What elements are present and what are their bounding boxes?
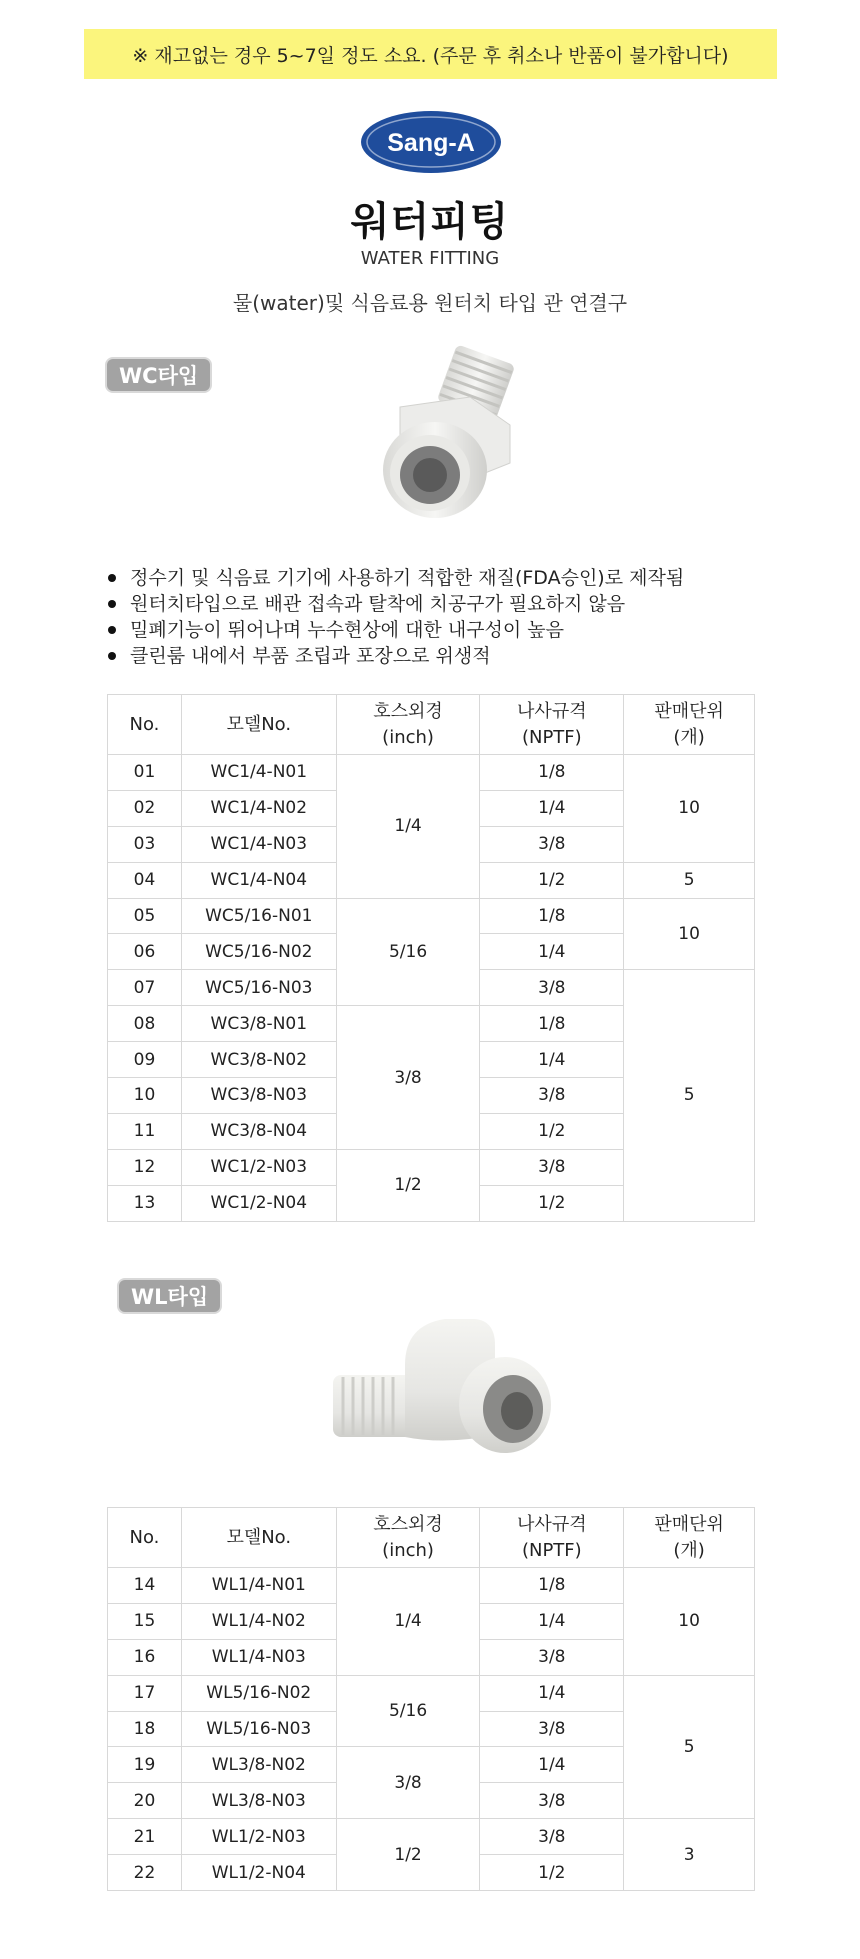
wl-type-badge-label: WL타입 <box>131 1285 209 1309</box>
cell-model: WC5/16-N02 <box>181 934 336 970</box>
cell-no: 11 <box>108 1113 182 1149</box>
cell-unit: 5 <box>624 970 755 1221</box>
page-description: 물(water)및 식음료용 원터치 타입 관 연결구 <box>232 291 628 315</box>
cell-no: 13 <box>108 1185 182 1221</box>
cell-no: 05 <box>108 898 182 934</box>
cell-no: 17 <box>108 1675 182 1711</box>
cell-no: 20 <box>108 1783 182 1819</box>
cell-thread: 3/8 <box>480 1783 624 1819</box>
cell-unit: 5 <box>624 862 755 898</box>
wc-type-badge <box>107 359 210 391</box>
cell-no: 08 <box>108 1006 182 1042</box>
cell-no: 04 <box>108 862 182 898</box>
cell-unit: 10 <box>624 898 755 970</box>
cell-no: 21 <box>108 1819 182 1855</box>
wc-fitting-photo <box>360 345 530 530</box>
cell-model: WC5/16-N03 <box>181 970 336 1006</box>
page-subtitle: WATER FITTING <box>360 248 500 269</box>
cell-thread: 1/8 <box>480 755 624 791</box>
feature-item <box>108 591 684 617</box>
cell-thread: 1/4 <box>480 790 624 826</box>
cell-model: WL3/8-N02 <box>181 1747 336 1783</box>
col-no-header: No. <box>108 1508 182 1568</box>
table-row <box>108 755 755 791</box>
cell-model: WL5/16-N02 <box>181 1675 336 1711</box>
cell-unit: 3 <box>624 1819 755 1891</box>
bullet-icon <box>108 626 116 634</box>
cell-thread: 3/8 <box>480 826 624 862</box>
bullet-icon <box>108 574 116 582</box>
cell-model: WC5/16-N01 <box>181 898 336 934</box>
cell-thread: 1/4 <box>480 1675 624 1711</box>
feature-text: 정수기 및 식음료 기기에 사용하기 적합한 재질(FDA승인)로 제작됨 <box>130 567 685 589</box>
cell-hose: 1/4 <box>336 1568 480 1676</box>
cell-model: WC3/8-N02 <box>181 1042 336 1078</box>
col-model-header: 모델No. <box>181 1508 336 1568</box>
cell-thread: 1/4 <box>480 1603 624 1639</box>
cell-thread: 1/2 <box>480 1855 624 1891</box>
cell-model: WL1/4-N02 <box>181 1603 336 1639</box>
cell-unit: 10 <box>624 1568 755 1676</box>
cell-thread: 3/8 <box>480 1819 624 1855</box>
cell-model: WL1/2-N04 <box>181 1855 336 1891</box>
cell-thread: 3/8 <box>480 970 624 1006</box>
col-unit-header: 판매단위 (개) <box>624 1508 755 1568</box>
cell-thread: 3/8 <box>480 1711 624 1747</box>
cell-thread: 1/8 <box>480 1006 624 1042</box>
cell-hose: 1/2 <box>336 1819 480 1891</box>
cell-no: 16 <box>108 1639 182 1675</box>
cell-thread: 1/4 <box>480 934 624 970</box>
col-model-header: 모델No. <box>181 695 336 755</box>
cell-thread: 1/8 <box>480 898 624 934</box>
cell-no: 12 <box>108 1149 182 1185</box>
table-row <box>108 898 755 934</box>
col-no-header: No. <box>108 695 182 755</box>
cell-no: 15 <box>108 1603 182 1639</box>
cell-no: 06 <box>108 934 182 970</box>
feature-item <box>108 643 684 669</box>
cell-no: 14 <box>108 1568 182 1604</box>
feature-text: 클린룸 내에서 부품 조립과 포장으로 위생적 <box>130 645 491 667</box>
cell-model: WC3/8-N03 <box>181 1078 336 1114</box>
cell-hose: 5/16 <box>336 1675 480 1747</box>
cell-model: WC1/4-N04 <box>181 862 336 898</box>
wl-type-badge <box>119 1280 220 1312</box>
cell-model: WL1/2-N03 <box>181 1819 336 1855</box>
bullet-icon <box>108 600 116 608</box>
notice-text: ※ 재고없는 경우 5~7일 정도 소요. (주문 후 취소나 반품이 불가합니다) <box>132 44 729 67</box>
cell-no: 10 <box>108 1078 182 1114</box>
cell-no: 02 <box>108 790 182 826</box>
wc-spec-table <box>107 694 755 1222</box>
cell-hose: 1/4 <box>336 755 480 899</box>
svg-text:Sang-A: Sang-A <box>387 129 475 157</box>
cell-no: 01 <box>108 755 182 791</box>
cell-model: WC1/4-N01 <box>181 755 336 791</box>
col-thread-header: 나사규격 (NPTF) <box>480 1508 624 1568</box>
cell-hose: 5/16 <box>336 898 480 1006</box>
cell-thread: 3/8 <box>480 1078 624 1114</box>
table-row <box>108 1675 755 1711</box>
cell-thread: 1/2 <box>480 1185 624 1221</box>
cell-unit: 10 <box>624 755 755 863</box>
cell-model: WL1/4-N01 <box>181 1568 336 1604</box>
cell-model: WC1/4-N03 <box>181 826 336 862</box>
cell-model: WC3/8-N01 <box>181 1006 336 1042</box>
cell-no: 22 <box>108 1855 182 1891</box>
cell-model: WC3/8-N04 <box>181 1113 336 1149</box>
wl-spec-table <box>107 1507 755 1891</box>
cell-no: 07 <box>108 970 182 1006</box>
cell-hose: 3/8 <box>336 1747 480 1819</box>
sang-a-logo <box>360 110 502 174</box>
table-row <box>108 1819 755 1855</box>
col-thread-header: 나사규격 (NPTF) <box>480 695 624 755</box>
cell-model: WL3/8-N03 <box>181 1783 336 1819</box>
cell-model: WC1/2-N03 <box>181 1149 336 1185</box>
table-row <box>108 1568 755 1604</box>
page-title: 워터피팅 <box>350 199 510 245</box>
bullet-icon <box>108 652 116 660</box>
col-hose-header: 호스외경 (inch) <box>336 1508 480 1568</box>
cell-thread: 1/8 <box>480 1568 624 1604</box>
cell-hose: 1/2 <box>336 1149 480 1221</box>
cell-model: WL5/16-N03 <box>181 1711 336 1747</box>
cell-model: WC1/2-N04 <box>181 1185 336 1221</box>
wc-type-badge-label: WC타입 <box>119 364 199 388</box>
cell-model: WL1/4-N03 <box>181 1639 336 1675</box>
cell-no: 03 <box>108 826 182 862</box>
cell-thread: 3/8 <box>480 1149 624 1185</box>
cell-thread: 1/4 <box>480 1747 624 1783</box>
cell-thread: 3/8 <box>480 1639 624 1675</box>
cell-thread: 1/2 <box>480 862 624 898</box>
col-hose-header: 호스외경 (inch) <box>336 695 480 755</box>
feature-text: 원터치타입으로 배관 접속과 탈착에 치공구가 필요하지 않음 <box>130 593 626 615</box>
notice-banner <box>84 29 777 79</box>
wc-feature-list <box>108 565 684 669</box>
feature-item <box>108 617 684 643</box>
cell-thread: 1/2 <box>480 1113 624 1149</box>
cell-unit: 5 <box>624 1675 755 1819</box>
feature-text: 밀폐기능이 뛰어나며 누수현상에 대한 내구성이 높음 <box>130 619 564 641</box>
cell-hose: 3/8 <box>336 1006 480 1150</box>
cell-no: 18 <box>108 1711 182 1747</box>
table-header-row <box>108 695 755 755</box>
wl-fitting-photo <box>325 1305 565 1465</box>
table-header-row <box>108 1508 755 1568</box>
cell-no: 19 <box>108 1747 182 1783</box>
col-unit-header: 판매단위 (개) <box>624 695 755 755</box>
cell-no: 09 <box>108 1042 182 1078</box>
cell-thread: 1/4 <box>480 1042 624 1078</box>
cell-model: WC1/4-N02 <box>181 790 336 826</box>
feature-item <box>108 565 684 591</box>
